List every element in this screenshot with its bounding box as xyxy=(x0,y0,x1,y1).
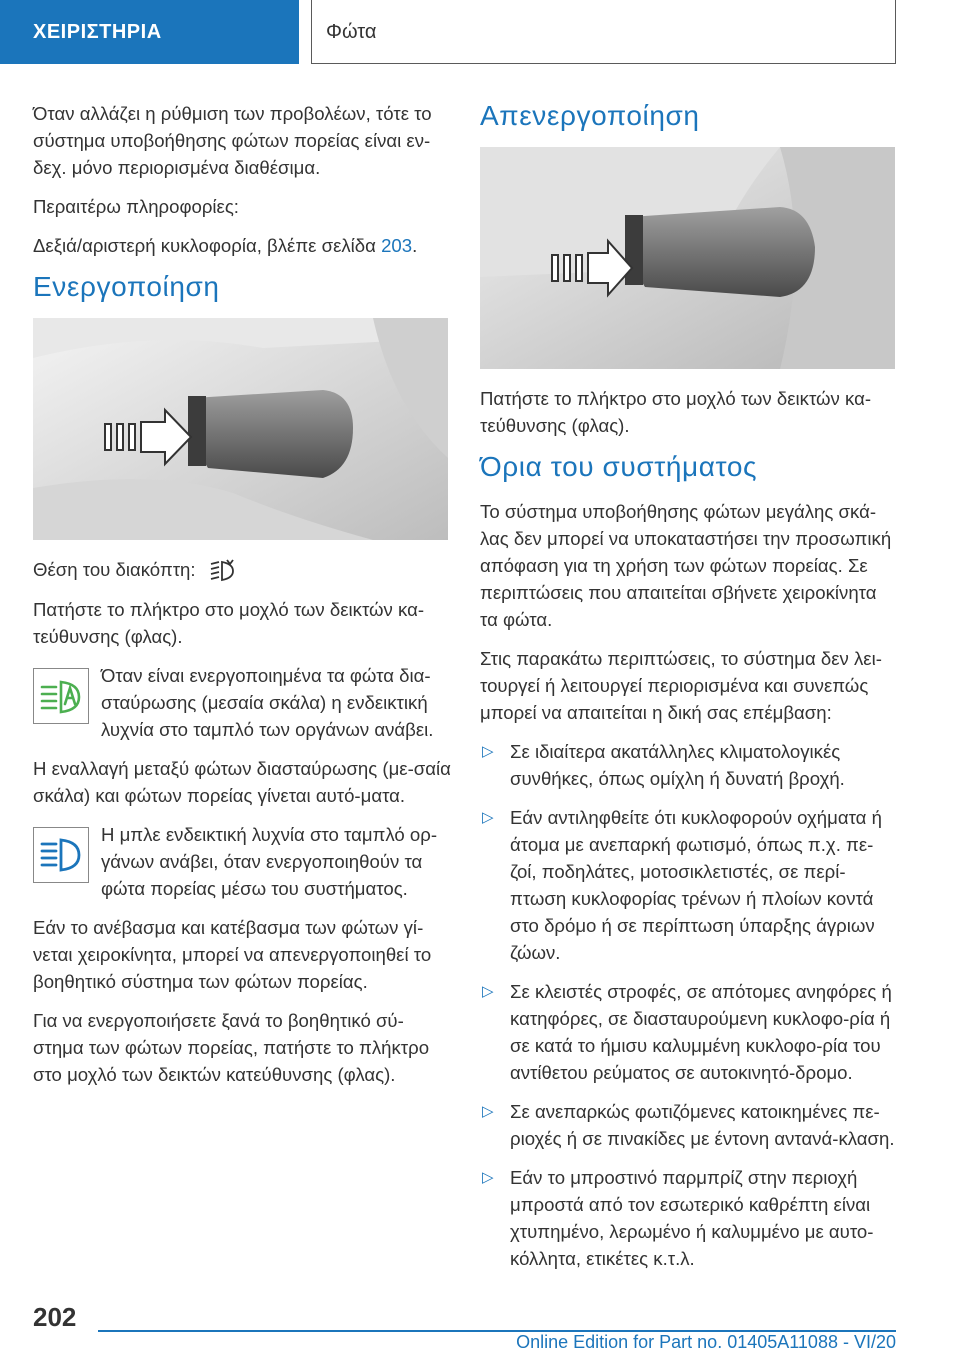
section-tab: ΧΕΙΡΙΣΤΗΡΙΑ xyxy=(0,0,299,64)
list-item: ▷ Σε ιδιαίτερα ακατάλληλες κλιματολογικές συνθήκες, όπως ομίχλη ή δυνατή βροχή. xyxy=(480,738,898,792)
high-beam-assist-icon xyxy=(209,558,237,584)
heading-deactivation: Απενεργοποίηση xyxy=(480,100,700,131)
right-column xyxy=(480,100,898,1284)
reactivate-paragraph: Για να ενεργοποιήσετε ξανά το βοηθητικό σύ‐στημα των φώτων πορείας, πατήστε το πλήκτρο στο μοχλό των δεικτών κατεύθυνσης (φλας). xyxy=(33,1010,430,1086)
limits-paragraph-2: Στις παρακάτω περιπτώσεις, το σύστημα δεν λει‐τουργεί ή λειτουργεί περιορισμένα και συνεπώς μπορεί να απαιτείται η δική σας επέμβαση: xyxy=(480,648,882,723)
indicator-high-beam xyxy=(33,821,451,902)
deactivate-instruction: Πατήστε το πλήκτρο στο μοχλό των δεικτών κα‐τεύθυνσης (φλας). xyxy=(480,388,872,436)
page-link[interactable]: 203 xyxy=(381,235,413,256)
indicator-low-beam xyxy=(33,662,451,743)
bullet-triangle-icon: ▷ xyxy=(482,983,494,1000)
bullet-triangle-icon: ▷ xyxy=(482,809,494,826)
limits-paragraph-1: Το σύστημα υποβοήθησης φώτων μεγάλης σκά‐λας δεν μπορεί να υποκαταστήσει την προσωπική απόφαση για τη χρήση των φώτων πορείας. Σε περιπτώσεις που απαιτείται σβήνετε χειροκίνητα τα φώτα. xyxy=(480,501,892,630)
more-info-label: Περαιτέρω πληροφορίες: xyxy=(33,196,239,217)
chapter-tab: Φώτα xyxy=(311,0,896,64)
lever-figure-deactivation xyxy=(480,147,895,369)
list-item: ▷ Εάν αντιληφθείτε ότι κυκλοφορούν οχήματα ή άτομα με ανεπαρκή φωτισμό, όπως π.χ. πε‐ζοί, ποδηλάτες, μοτοσικλετιστές, σε περί‐πτωση κυκλοφορίας τρένων ή πλοίων κοντά στο δρόμο ή σε περίπτωση ύπαρξης άγριων ζώων. xyxy=(480,804,898,966)
intro-paragraph: Όταν αλλάζει η ρύθμιση των προβολέων, τότε το σύστημα υποβοήθησης φώτων πορείας είναι εν‐δεχ. μόνο περιορισμένα διαθέσιμα. xyxy=(33,103,432,178)
bullet-triangle-icon: ▷ xyxy=(482,743,494,760)
list-item: ▷ Εάν το μπροστινό παρμπρίζ στην περιοχή μπροστά από τον εσωτερικό καθρέπτη είναι χτυπημένο, λερωμένο ή καλυμμένο με αυτο‐κόλλητα, ετικέτες κ.τ.λ. xyxy=(480,1164,898,1272)
bullet-triangle-icon: ▷ xyxy=(482,1169,494,1186)
press-instruction: Πατήστε το πλήκτρο στο μοχλό των δεικτών κα‐τεύθυνσης (φλας). xyxy=(33,599,425,648)
list-item: ▷ Σε ανεπαρκώς φωτιζόμενες κατοικημένες πε‐ριοχές ή σε πινακίδες με έντονη αντανά‐κλαση. xyxy=(480,1098,898,1152)
reference-paragraph: Δεξιά/αριστερή κυκλοφορία, βλέπε σελίδα 203. xyxy=(33,235,418,256)
left-column xyxy=(33,100,451,1100)
bullet-triangle-icon: ▷ xyxy=(482,1103,494,1120)
heading-activation: Ενεργοποίηση xyxy=(33,271,220,302)
manual-paragraph: Εάν το ανέβασμα και κατέβασμα των φώτων γί‐νεται χειροκίνητα, μπορεί να απενεργοποιηθεί το βοηθητικό σύστημα των φώτων πορείας. xyxy=(33,917,432,993)
indicator-high-beam-text: Η μπλε ενδεικτική λυχνία στο ταμπλό ορ‐γάνων ανάβει, όταν ενεργοποιηθούν τα φώτα πορείας μέσω του συστήματος. xyxy=(101,824,438,900)
edition-footer: Online Edition for Part no. 01405A11088 - VI/20 xyxy=(516,1332,896,1352)
switching-paragraph: Η εναλλαγή μεταξύ φώτων διασταύρωσης (με‐σαία σκάλα) και φώτων πορείας γίνεται αυτό‐ματα. xyxy=(33,758,451,807)
list-item: ▷ Σε κλειστές στροφές, σε απότομες ανηφόρες ή κατηφόρες, σε διασταυρούμενη κυκλοφο‐ρία ή σε κατά το ήμισυ καλυμμένη κυκλοφο‐ρία του αντίθετου ρεύματος σε αυτοκινητό‐δρομο. xyxy=(480,978,898,1086)
indicator-low-beam-text: Όταν είναι ενεργοποιημένα τα φώτα δια‐σταύρωσης (μεσαία σκάλα) η ενδεικτική λυχνία στο ταμπλό των οργάνων ανάβει. xyxy=(101,665,434,741)
heading-system-limits: Όρια του συστήματος xyxy=(480,451,758,482)
blue-high-beam-indicator-icon xyxy=(39,835,83,875)
limits-list xyxy=(480,738,898,1272)
lever-figure-activation xyxy=(33,318,448,540)
page-number: 202 xyxy=(33,1302,77,1332)
switch-position-line: Θέση του διακόπτη: xyxy=(33,556,451,584)
green-high-beam-assist-indicator-icon xyxy=(39,676,83,716)
